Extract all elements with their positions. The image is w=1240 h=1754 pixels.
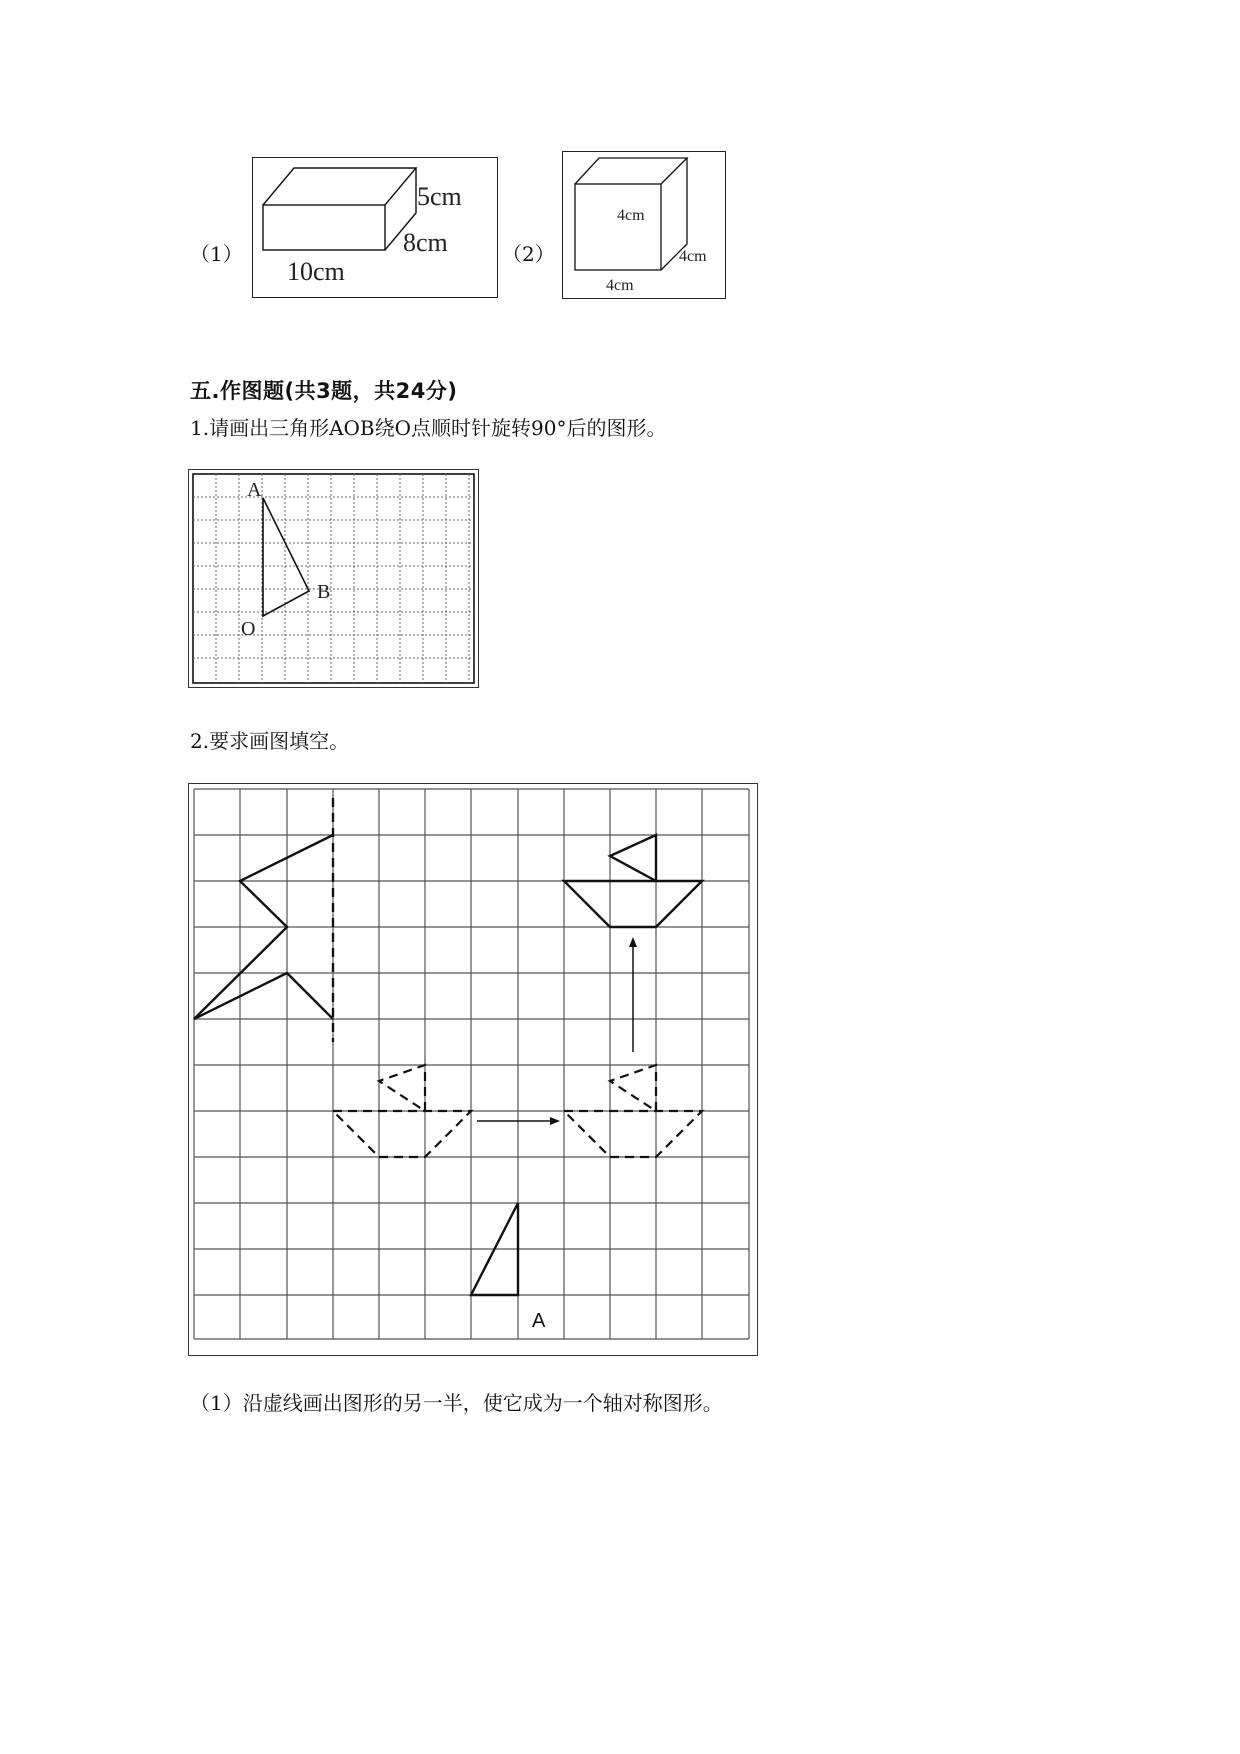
q1-grid-figure bbox=[188, 469, 479, 688]
arrow-up-head bbox=[629, 937, 637, 947]
cuboid-width-label: 8cm bbox=[403, 228, 448, 257]
q2-grid-drawing bbox=[189, 784, 757, 1355]
question-2-sub1-text: （1）沿虚线画出图形的另一半，使它成为一个轴对称图形。 bbox=[190, 1391, 723, 1415]
cuboid-drawing bbox=[253, 158, 497, 297]
cuboid-height-label: 5cm bbox=[417, 182, 462, 211]
cube-length-label: 4cm bbox=[606, 277, 634, 294]
q2-grid-figure bbox=[188, 783, 758, 1356]
section-title: 五.作图题(共3题，共24分) bbox=[190, 379, 458, 403]
cube-height-label: 4cm bbox=[617, 207, 645, 224]
point-b-label: B bbox=[317, 581, 331, 603]
cuboid-length-label: 10cm bbox=[287, 257, 345, 286]
q1-grid-drawing bbox=[189, 470, 478, 687]
point-o-label: O bbox=[241, 618, 256, 640]
solid-boat bbox=[564, 835, 702, 927]
triangle-a-label: A bbox=[532, 1310, 546, 1332]
arrow-right-head bbox=[550, 1117, 560, 1125]
cube-figure bbox=[562, 151, 726, 299]
question-2-text: 2.要求画图填空。 bbox=[190, 729, 350, 753]
cube-drawing bbox=[563, 152, 725, 298]
figure-2-index: （2） bbox=[502, 242, 555, 266]
cuboid-figure bbox=[252, 157, 498, 298]
question-1-text: 1.请画出三角形AOB绕O点顺时针旋转90°后的图形。 bbox=[190, 416, 667, 440]
triangle-aob bbox=[263, 498, 309, 616]
cube-width-label: 4cm bbox=[679, 248, 707, 265]
figure-1-index: （1） bbox=[190, 242, 243, 266]
point-a-label: A bbox=[247, 479, 262, 501]
